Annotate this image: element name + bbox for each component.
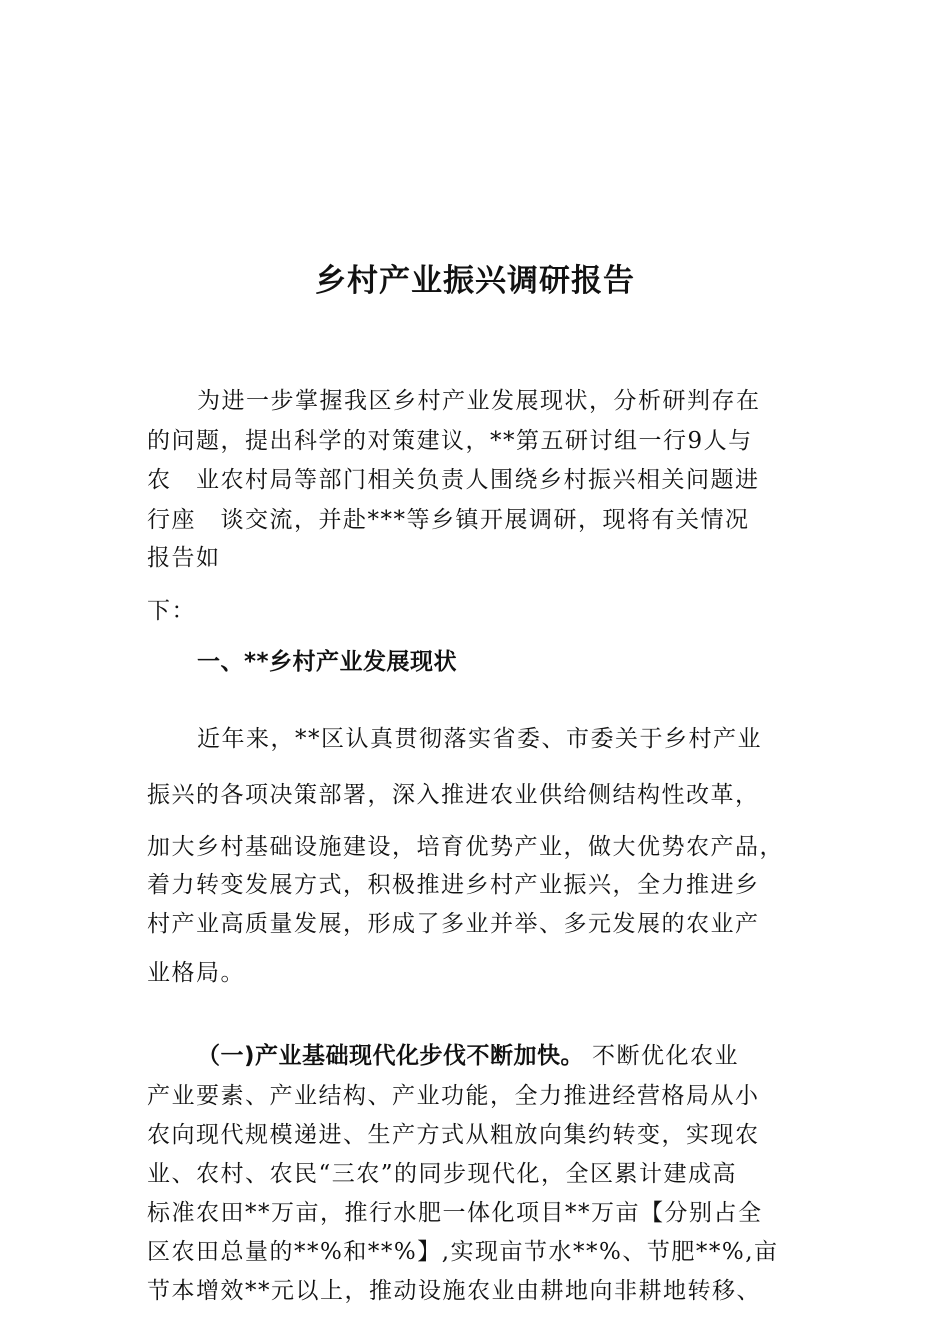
document-title: 乡村产业振兴调研报告 [315,263,635,299]
subsection1-line-2: 产业要素、产业结构、产业功能，全力推进经营格局从小 [147,1083,760,1109]
intro-line-1: 为进一步掌握我区乡村产业发展现状，分析研判存在 [197,388,761,414]
section-heading-1: 一、**乡村产业发展现状 [197,649,458,675]
intro-line-4: 行座 谈交流，并赴***等乡镇开展调研，现将有关情况 [147,507,750,533]
intro-line-3: 农 业农村局等部门相关负责人围绕乡村振兴相关问题进 [147,467,760,493]
subsection1-line-3: 农向现代规模递进、生产方式从粗放向集约转变，实现农 [147,1122,760,1148]
subsection1-first-line [197,1041,812,1071]
section1-line-1: 近年来，**区认真贯彻落实省委、市委关于乡村产业 [197,726,762,752]
intro-line-6: 下： [147,598,196,624]
section1-line-3: 加大乡村基础设施建设，培育优势产业，做大优势农产品， [147,834,784,860]
intro-line-2: 的问题，提出科学的对策建议，**第五研讨组一行9人与 [147,428,753,454]
intro-line-5: 报告如 [147,545,221,571]
subsection1-line-7: 节本增效**元以上，推动设施农业由耕地向非耕地转移、 [147,1278,761,1304]
subsection1-heading: （一)产业基础现代化步伐不断加快。 [197,1043,585,1069]
subsection1-line-5: 标准农田**万亩，推行水肥一体化项目**万亩【分别占全 [147,1200,763,1226]
section1-line-6: 业格局。 [147,960,245,986]
section1-line-5: 村产业高质量发展，形成了多业并举、多元发展的农业产 [147,911,760,937]
subsection1-lead-text: 不断优化农业 [592,1043,740,1069]
section1-line-2: 振兴的各项决策部署，深入推进农业供给侧结构性改革， [147,782,760,808]
section1-line-4: 着力转变发展方式，积极推进乡村产业振兴，全力推进乡 [147,872,760,898]
subsection1-line-6: 区农田总量的**%和**%】,实现亩节水**%、节肥**%,亩 [147,1239,779,1265]
subsection1-line-4: 业、农村、农民“三农”的同步现代化，全区累计建成高 [147,1161,738,1187]
